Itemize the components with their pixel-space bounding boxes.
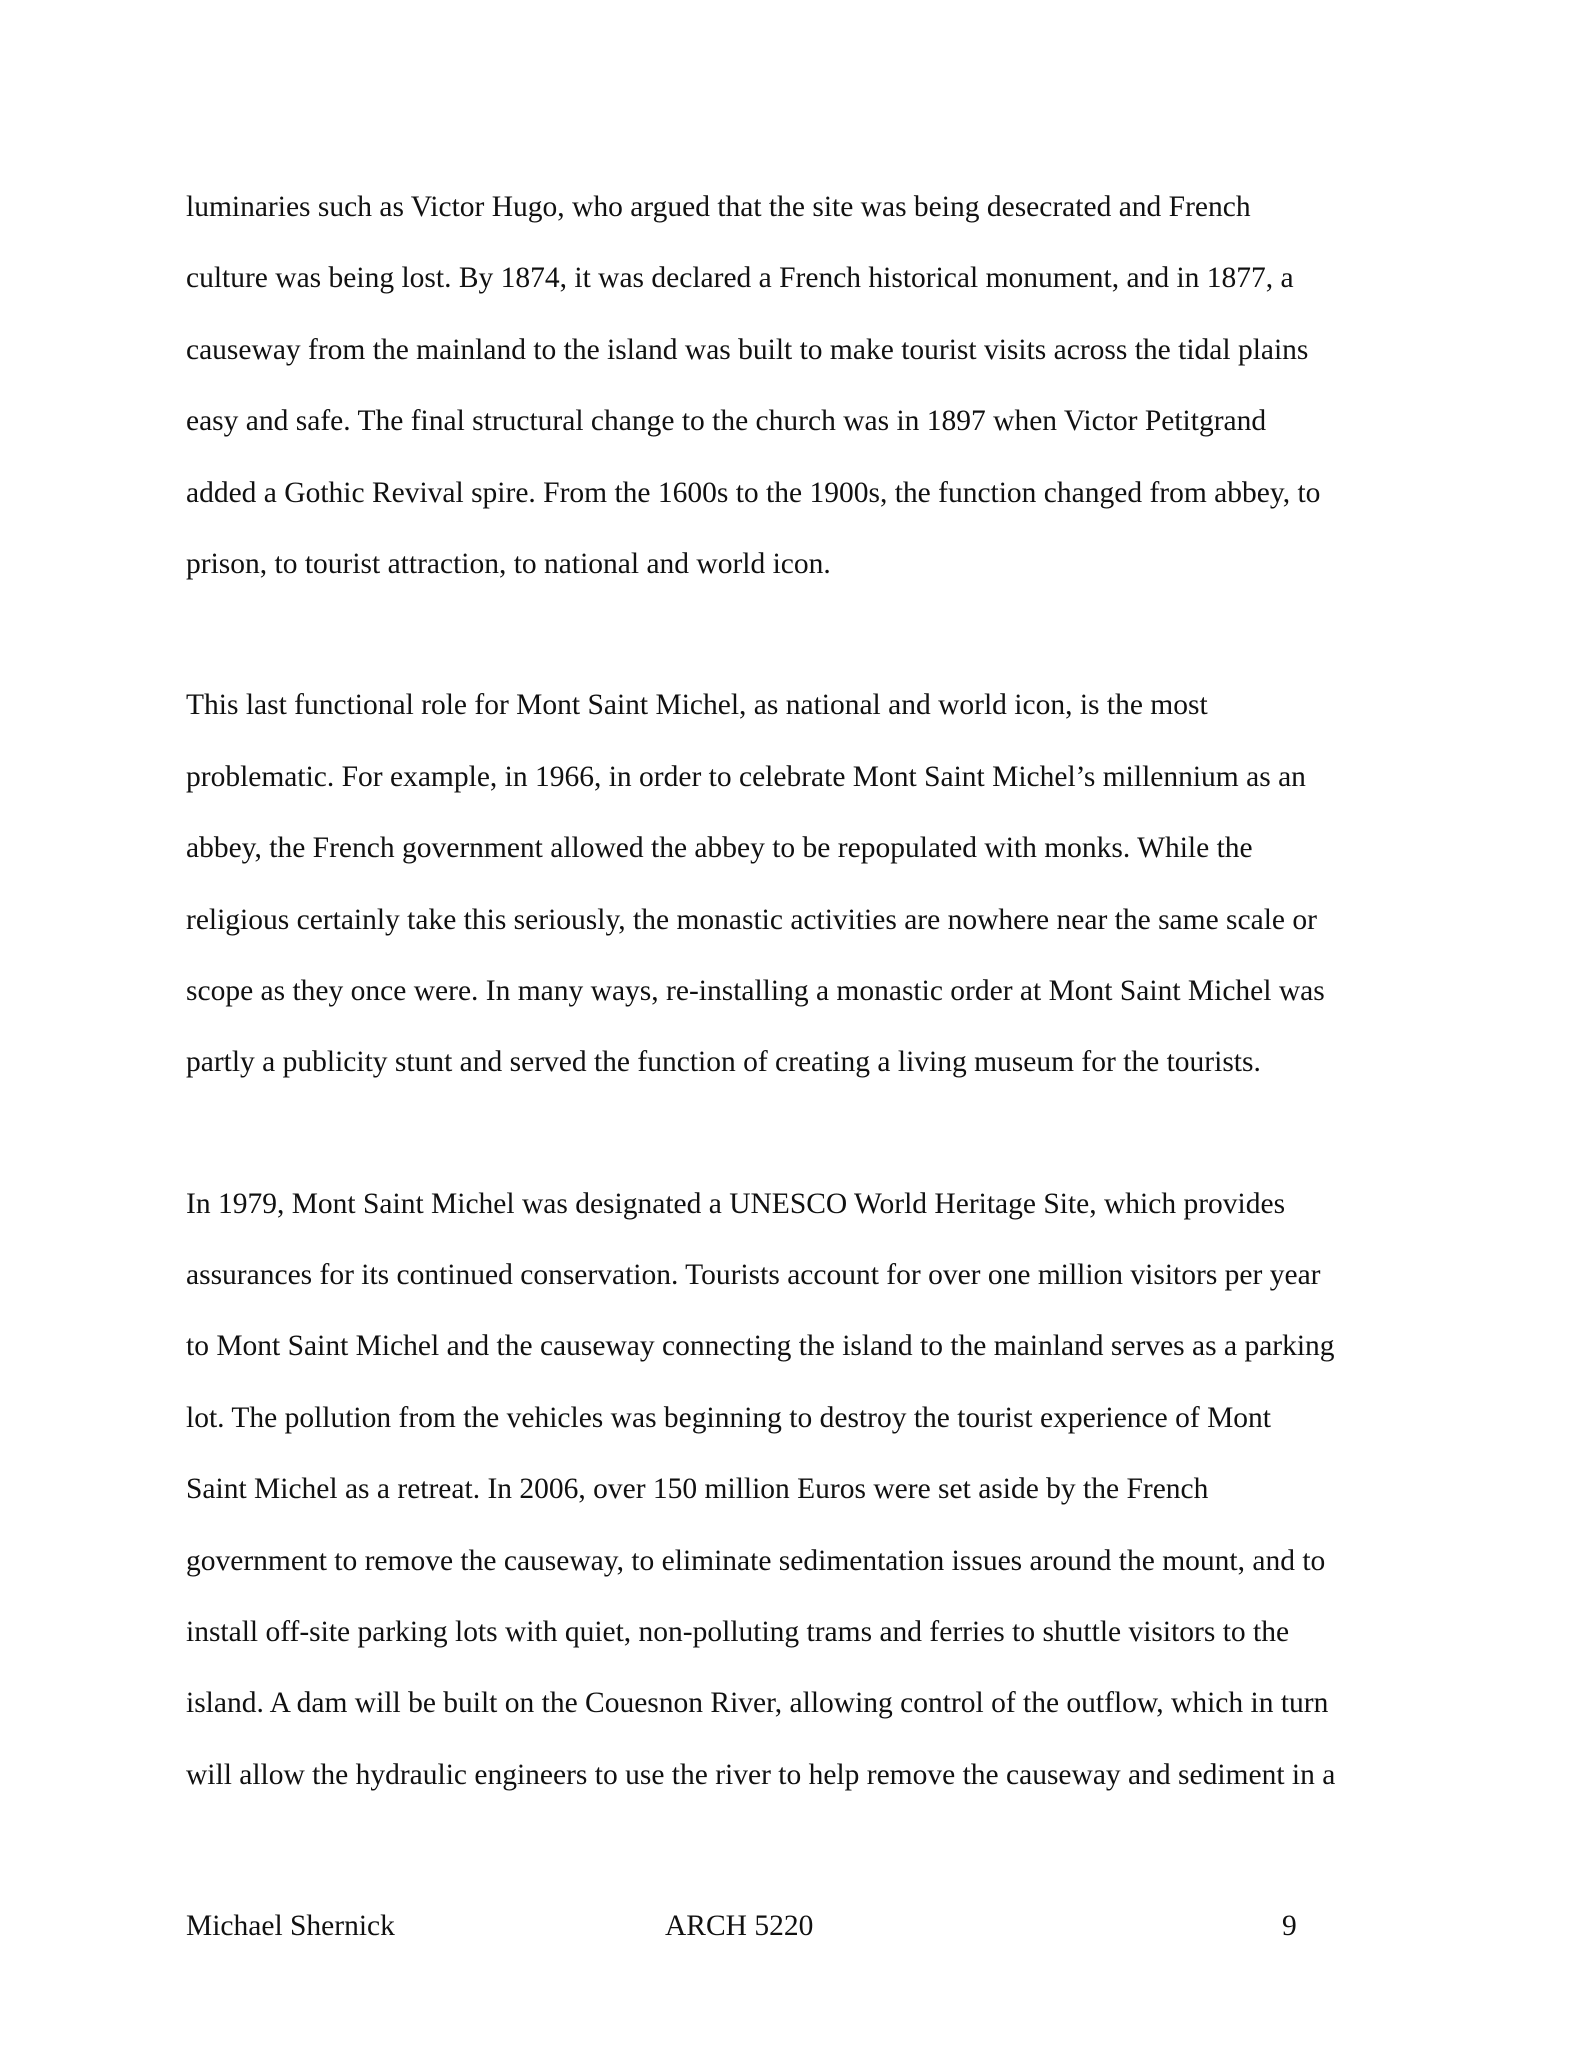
paragraph-1 (186, 172, 1426, 600)
text-line: religious certainly take this seriously, the monastic activities are nowhere near the same scale or (186, 903, 1317, 936)
text-line: government to remove the causeway, to eliminate sedimentation issues around the mount, and to (186, 1544, 1326, 1577)
footer-author: Michael Shernick (186, 1910, 395, 1942)
text-line: luminaries such as Victor Hugo, who argued that the site was being desecrated and French (186, 191, 1251, 223)
text-line: culture was being lost. By 1874, it was declared a French historical monument, and in 1877, a (186, 262, 1294, 295)
paragraph-spacer (186, 1099, 1426, 1169)
document-body (186, 172, 1426, 1811)
text-line: problematic. For example, in 1966, in order to celebrate Mont Saint Michel’s millennium as an (186, 760, 1306, 793)
text-line: added a Gothic Revival spire. From the 1600s to the 1900s, the function changed from abbey, to (186, 476, 1321, 509)
text-line: In 1979, Mont Saint Michel was designated a UNESCO World Heritage Site, which provides (186, 1187, 1286, 1220)
page-footer (0, 1910, 1582, 1950)
text-line: lot. The pollution from the vehicles was beginning to destroy the tourist experience of Mont (186, 1401, 1271, 1434)
paragraph-3 (186, 1169, 1426, 1812)
footer-course: ARCH 5220 (665, 1910, 814, 1942)
text-line: abbey, the French government allowed the abbey to be repopulated with monks. While the (186, 832, 1253, 865)
text-line: partly a publicity stunt and served the function of creating a living museum for the tourists. (186, 1046, 1261, 1079)
paragraph-2 (186, 670, 1426, 1098)
text-line: to Mont Saint Michel and the causeway connecting the island to the mainland serves as a parking (186, 1330, 1335, 1363)
text-line: will allow the hydraulic engineers to use the river to help remove the causeway and sediment in a (186, 1758, 1336, 1791)
text-line: This last functional role for Mont Saint Michel, as national and world icon, is the most (186, 689, 1208, 722)
text-line: prison, to tourist attraction, to national and world icon. (186, 547, 831, 580)
text-line: scope as they once were. In many ways, re-installing a monastic order at Mont Saint Michel was (186, 974, 1325, 1007)
text-line: install off-site parking lots with quiet, non-polluting trams and ferries to shuttle visitors to the (186, 1616, 1290, 1649)
text-line: assurances for its continued conservation. Tourists account for over one million visitors per year (186, 1259, 1321, 1292)
text-line: easy and safe. The final structural change to the church was in 1897 when Victor Petitgrand (186, 405, 1267, 438)
page-number: 9 (1282, 1910, 1297, 1942)
paragraph-spacer (186, 600, 1426, 670)
text-line: causeway from the mainland to the island was built to make tourist visits across the tidal plains (186, 333, 1309, 366)
text-line: island. A dam will be built on the Couesnon River, allowing control of the outflow, which in turn (186, 1687, 1329, 1720)
text-line: Saint Michel as a retreat. In 2006, over 150 million Euros were set aside by the French (186, 1473, 1209, 1506)
